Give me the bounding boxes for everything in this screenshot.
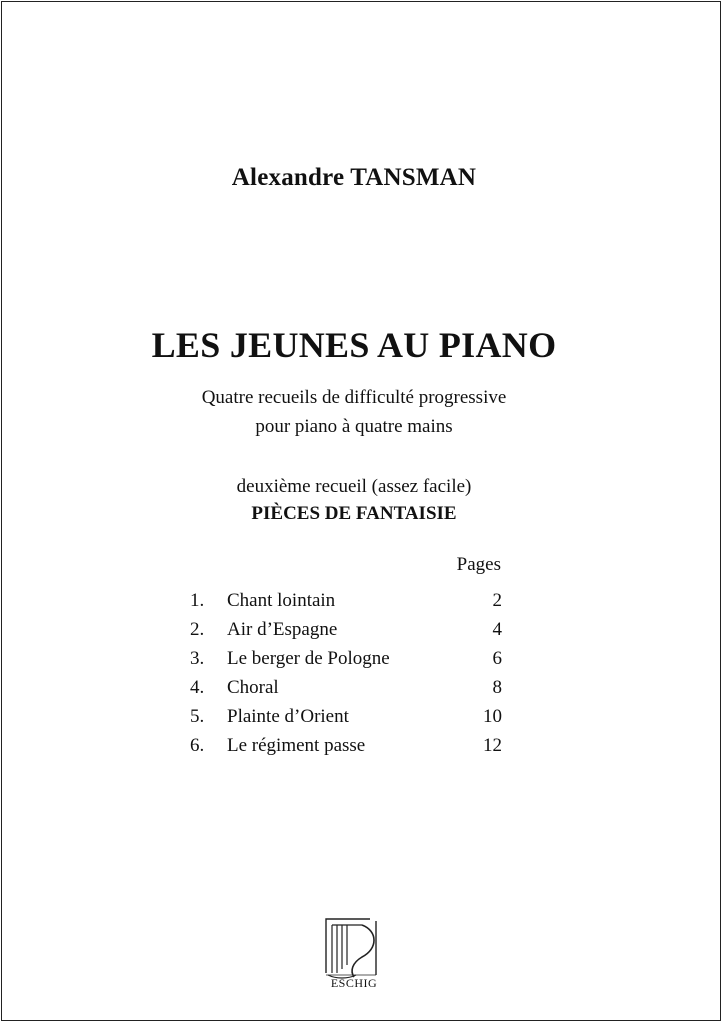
table-of-contents [190,589,502,763]
toc-title: Air d’Espagne [227,619,338,640]
subtitle-line-2: pour piano à quatre mains [255,416,453,437]
toc-page: 2 [492,590,502,611]
toc-number: 5. [190,706,205,727]
toc-number: 4. [190,677,205,698]
composer-name: Alexandre TANSMAN [231,164,477,191]
toc-row [190,676,502,705]
toc-row [190,705,502,734]
toc-title: Chant lointain [227,590,336,611]
toc-page: 8 [492,677,502,698]
toc-number: 3. [190,648,205,669]
toc-page: 10 [483,706,502,727]
toc-page: 12 [483,735,502,756]
subtitle-line-1: Quatre recueils de difficulté progressive [201,387,507,408]
toc-page: 4 [492,619,502,640]
toc-number: 2. [190,619,205,640]
toc-number: 6. [190,735,205,756]
toc-row [190,647,502,676]
toc-page: 6 [492,648,502,669]
toc-pages-header: Pages [456,554,501,575]
publisher-name: ESCHIG [330,976,378,990]
toc-title: Choral [227,677,279,698]
toc-title: Plainte d’Orient [227,706,349,727]
volume-label: deuxième recueil (assez facile) [236,476,472,497]
toc-row [190,618,502,647]
toc-number: 1. [190,590,205,611]
toc-row [190,589,502,618]
toc-title: Le régiment passe [227,735,366,756]
toc-title: Le berger de Pologne [227,648,390,669]
page-title: LES JEUNES AU PIANO [151,325,557,365]
toc-row [190,734,502,763]
volume-title: PIÈCES DE FANTAISIE [251,503,457,524]
